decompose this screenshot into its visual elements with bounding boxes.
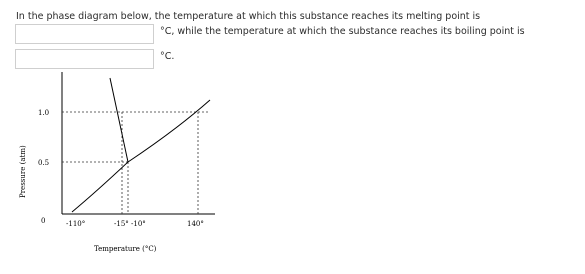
y-axis-title: Pressure (atm)	[19, 145, 27, 198]
question-line-3: °C.	[160, 51, 175, 62]
x-axis-title: Temperature (°C)	[94, 245, 157, 253]
x-tick-label: -15° -10°	[114, 220, 146, 228]
y-tick-label: 0	[41, 217, 46, 225]
x-tick-label: 140°	[187, 220, 204, 228]
sublimation-curve	[72, 162, 128, 212]
y-tick-label: 0.5	[38, 159, 50, 167]
x-tick-label: -110°	[66, 220, 86, 228]
question-line-1: In the phase diagram below, the temperature at which this substance reaches its melting point is	[16, 11, 481, 22]
fusion-line	[110, 78, 128, 162]
question-line-2: °C, while the temperature at which the substance reaches its boiling point is	[160, 26, 525, 37]
y-tick-label: 1.0	[38, 109, 50, 117]
